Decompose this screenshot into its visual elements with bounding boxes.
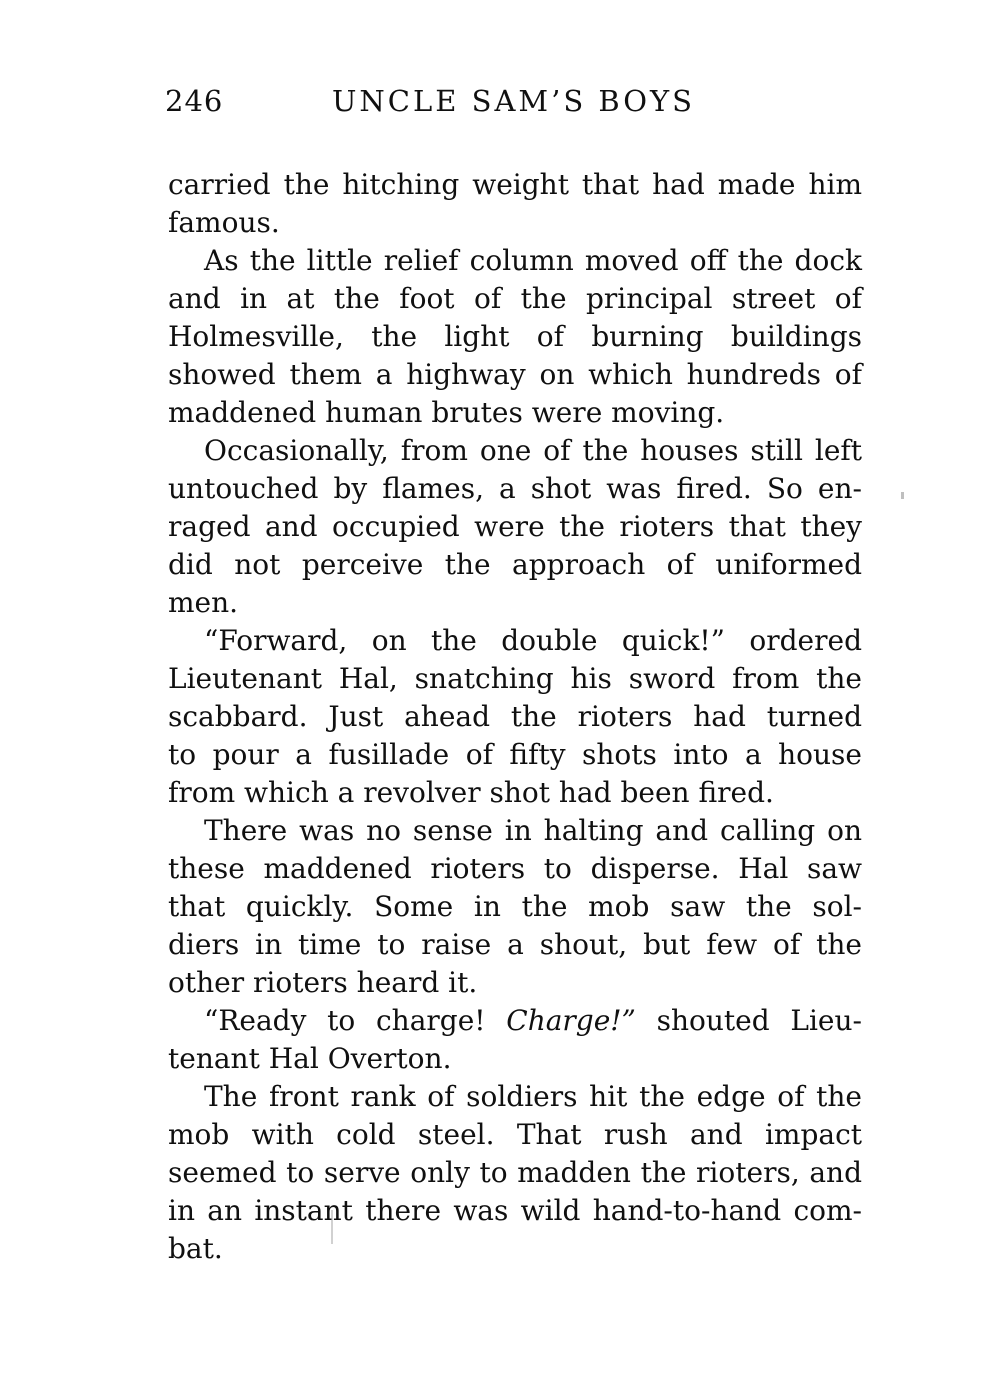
text-segment: in an instant there was wild hand-to-hand com- [168, 1194, 862, 1227]
text-line [168, 774, 862, 812]
text-segment: “Ready to charge! [204, 1004, 507, 1037]
text-line [168, 166, 862, 204]
text-line [168, 242, 862, 280]
paragraph [168, 812, 862, 1002]
text-segment: raged and occupied were the rioters that they [168, 510, 862, 543]
text-line [168, 356, 862, 394]
text-line [168, 850, 862, 888]
text-segment: scabbard. Just ahead the rioters had turned [168, 700, 862, 733]
text-segment: Holmesville, the light of burning buildings [168, 320, 862, 353]
text-line [168, 1040, 862, 1078]
text-segment: showed them a highway on which hundreds of [168, 358, 862, 391]
text-segment: seemed to serve only to madden the rioters, and [168, 1156, 862, 1189]
text-segment: The front rank of soldiers hit the edge of the [204, 1080, 862, 1113]
text-line [168, 280, 862, 318]
text-line [168, 698, 862, 736]
text-line [168, 926, 862, 964]
text-line [168, 1192, 862, 1230]
text-line [168, 1002, 862, 1040]
text-segment: shouted Lieu- [635, 1004, 862, 1037]
text-segment: Lieutenant Hal, snatching his sword from the [168, 662, 862, 695]
text-line [168, 660, 862, 698]
text-segment: diers in time to raise a shout, but few of the [168, 928, 862, 961]
running-title: UNCLE SAM’S BOYS [331, 84, 696, 118]
text-line [168, 622, 862, 660]
text-segment: bat. [168, 1232, 223, 1265]
text-line [168, 470, 862, 508]
text-segment: tenant Hal Overton. [168, 1042, 452, 1075]
text-segment: There was no sense in halting and calling on [204, 814, 862, 847]
paragraph [168, 166, 862, 242]
text-line [168, 1116, 862, 1154]
text-line [168, 736, 862, 774]
paragraph [168, 1002, 862, 1078]
paragraph [168, 622, 862, 812]
text-line [168, 812, 862, 850]
text-line [168, 964, 862, 1002]
text-segment: and in at the foot of the principal street of [168, 282, 862, 315]
text-segment: from which a revolver shot had been fired. [168, 776, 774, 809]
text-segment: that quickly. Some in the mob saw the sol- [168, 890, 862, 923]
text-segment: Occasionally, from one of the houses still left [204, 434, 862, 467]
text-line [168, 888, 862, 926]
text-line [168, 546, 862, 584]
text-segment: to pour a fusillade of fifty shots into a house [168, 738, 862, 771]
text-segment: untouched by flames, a shot was fired. So en- [168, 472, 862, 505]
scan-artifact-line [331, 1210, 333, 1244]
text-line [168, 508, 862, 546]
paragraph [168, 1078, 862, 1268]
text-segment: mob with cold steel. That rush and impact [168, 1118, 862, 1151]
text-segment: these maddened rioters to disperse. Hal saw [168, 852, 862, 885]
text-line [168, 432, 862, 470]
text-segment: men. [168, 586, 239, 619]
paragraph [168, 242, 862, 432]
text-line [168, 584, 862, 622]
text-line [168, 1154, 862, 1192]
text-segment: As the little relief column moved off the dock [204, 244, 862, 277]
text-segment: carried the hitching weight that had made him [168, 168, 862, 201]
text-segment: famous. [168, 206, 280, 239]
paragraph [168, 432, 862, 622]
page-number: 246 [165, 84, 224, 118]
text-segment: did not perceive the approach of uniformed [168, 548, 862, 581]
text-line [168, 318, 862, 356]
text-line [168, 1078, 862, 1116]
text-line [168, 204, 862, 242]
page-header [165, 84, 862, 122]
text-segment: maddened human brutes were moving. [168, 396, 725, 429]
italic-text: Charge!” [506, 1004, 636, 1037]
text-segment: other rioters heard it. [168, 966, 478, 999]
text-segment: “Forward, on the double quick!” ordered [204, 624, 862, 657]
scan-artifact-dot [901, 492, 904, 499]
page-body [168, 166, 862, 1268]
text-line [168, 1230, 862, 1268]
text-line [168, 394, 862, 432]
